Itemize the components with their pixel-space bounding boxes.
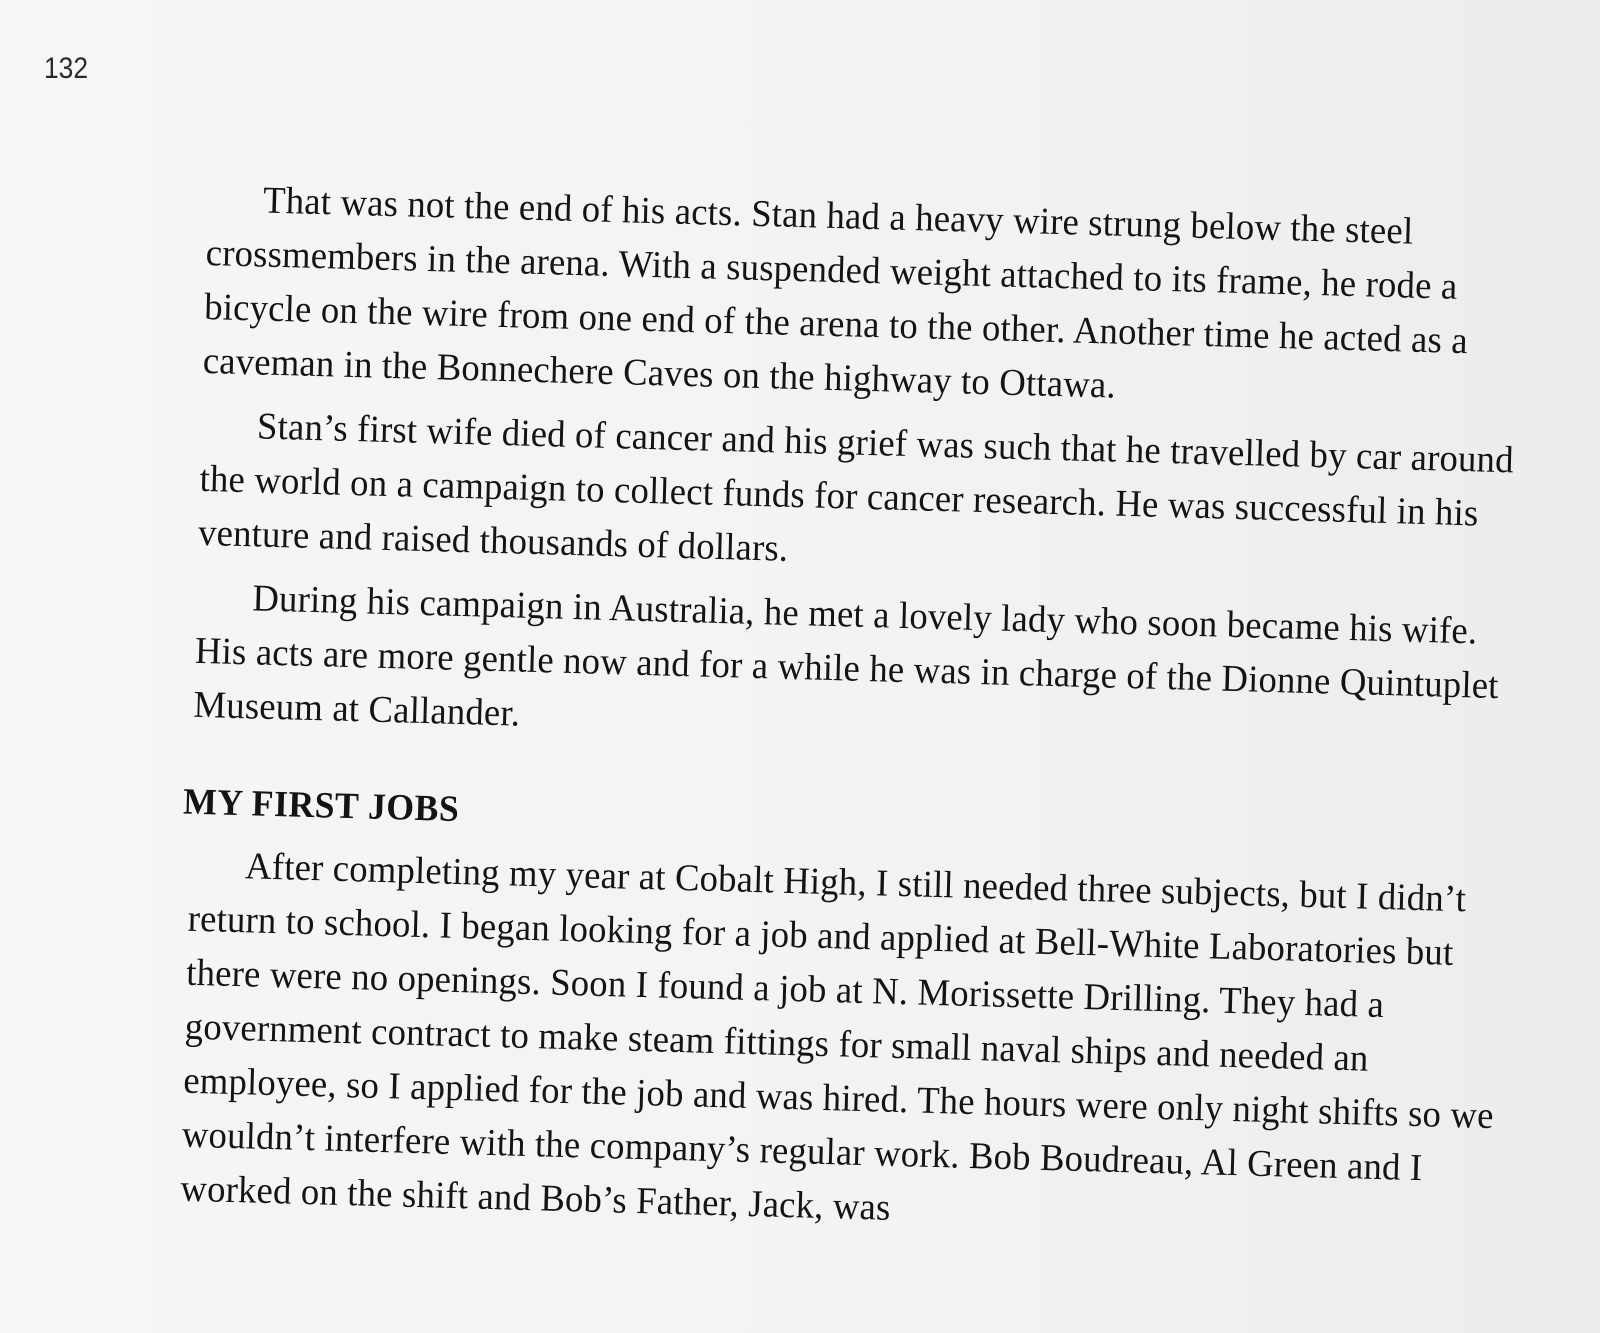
paragraph-stan-first-wife: Stan’s first wife died of cancer and his grief was such that he travelled by car around the world on a campaign to collect funds for cancer research. He was successful in his venture and raised thousands of dollars. [197,405,1515,570]
paragraph-stan-acts: That was not the end of his acts. Stan had a heavy wire strung below the steel crossmembers in the arena. With a suspended weight attached to its frame, he rode a bicycle on the wire from one end of the arena to the other. Another time he acted as a caveman in the Bonnechere Caves on the highway to Ottawa. [202,179,1469,407]
body-text [179,172,1529,1261]
paragraph-first-jobs: After completing my year at Cobalt High, I still needed three subjects, but I didn’t return to school. I began looking for a job and applied at Bell-White Laboratories but there were no openings. Soon I found a job at N. Morissette Drilling. They had a government contract to make steam fittings for small naval ships and needed an employee, so I applied for the job and was hired. The hours were only night shifts so we wouldn’t interfere with the company’s regular work. Bob Boudreau, Al Green and I worked on the shift and Bob’s Father, Jack, was [179,845,1495,1229]
section-heading: MY FIRST JOBS [182,781,460,831]
page-number: 132 [44,52,89,85]
paragraph-stan-australia: During his campaign in Australia, he met a lovely lady who soon became his wife. His acts are more gentle now and for a while he was in charge of the Dionne Quintuplet Museum at Callander. [193,577,1500,735]
